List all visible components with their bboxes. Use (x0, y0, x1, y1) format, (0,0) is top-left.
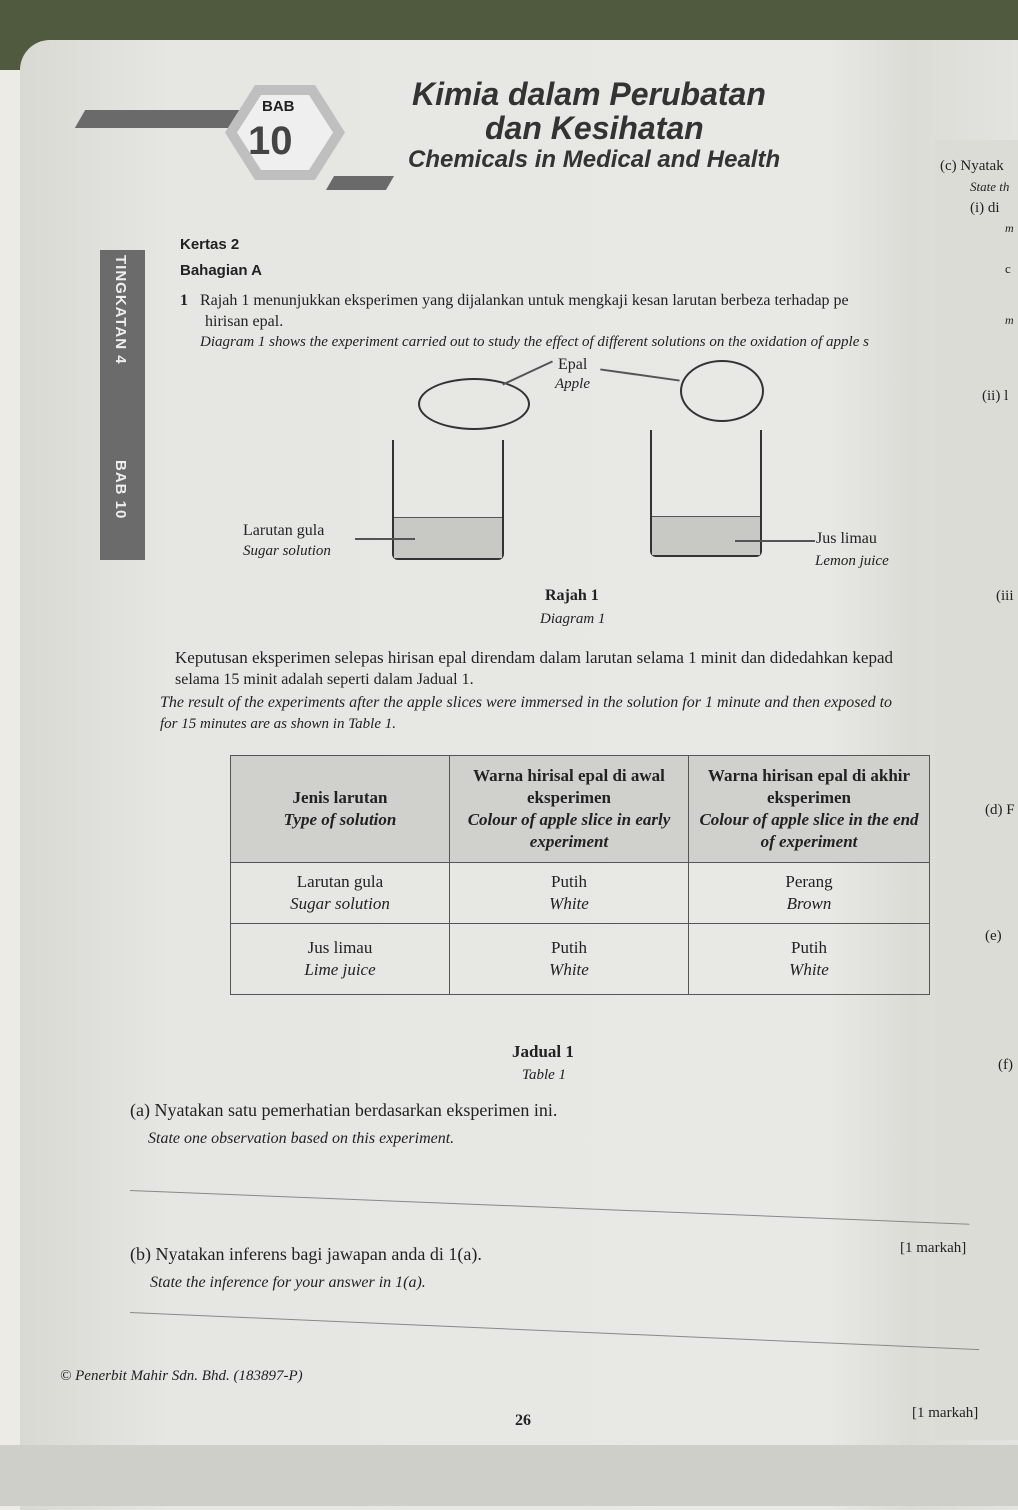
pointer-line (735, 540, 815, 542)
fragment-text: (c) Nyatak (940, 158, 1004, 174)
table-cell: Larutan gula Sugar solution (231, 863, 450, 924)
lemon-label-malay: Jus limau (816, 530, 877, 547)
chapter-title-malay: Kimia dalam Perubatan (412, 76, 766, 112)
level-label: TINGKATAN 4 (112, 255, 129, 365)
question-intro-malay-2: hirisan epal. (205, 313, 284, 330)
table-cell: Putih White (689, 924, 930, 995)
result-text-malay: Keputusan eksperimen selepas hirisan epal direndam dalam larutan selama 1 minit dan didedahkan kepad (175, 648, 894, 667)
header-cell: Warna hirisan epal di akhir eksperimen Colour of apple slice in the end of experiment (689, 756, 930, 863)
result-text-english-2: for 15 minutes are as shown in Table 1. (160, 716, 396, 732)
part-b-marks: [1 markah] (912, 1405, 979, 1421)
part-a-marks: [1 markah] (900, 1240, 967, 1256)
page-number: 26 (515, 1412, 531, 1429)
table-cell: Putih White (450, 863, 689, 924)
table-row (231, 924, 930, 995)
result-text-malay-2: selama 15 minit adalah seperti dalam Jadual 1. (175, 671, 474, 688)
table-header-row (231, 756, 930, 863)
part-a-question-malay: (a) Nyatakan satu pemerhatian berdasarkan eksperimen ini. (130, 1100, 558, 1120)
page-bottom-edge (0, 1445, 1018, 1506)
fragment-text: c (1005, 261, 1011, 276)
part-b-question-malay: (b) Nyatakan inferens bagi jawapan anda di 1(a). (130, 1244, 482, 1264)
question-number: 1 (180, 292, 188, 309)
diagram-caption-english: Diagram 1 (540, 611, 606, 627)
header-cell: Jenis larutan Type of solution (231, 756, 450, 863)
fragment-text: (e) (985, 928, 1002, 944)
apple-label-english: Apple (555, 376, 590, 392)
result-text-english: The result of the experiments after the apple slices were immersed in the solution for 1 minute and then exposed to (160, 694, 893, 711)
chapter-number: 10 (248, 119, 293, 163)
question-intro-english: Diagram 1 shows the experiment carried out to study the effect of different solutions on the oxidation of apple s (200, 334, 869, 350)
question-intro-malay: Rajah 1 menunjukkan eksperimen yang dijalankan untuk mengkaji kesan larutan berbeza terhadap pe (200, 292, 849, 309)
table-caption-malay: Jadual 1 (512, 1042, 574, 1061)
lemon-label-english: Lemon juice (815, 553, 889, 569)
fragment-text: (ii) l (982, 388, 1009, 404)
pointer-line (355, 538, 415, 540)
table-cell: Perang Brown (689, 863, 930, 924)
sugar-label-english: Sugar solution (243, 543, 331, 559)
part-b-question-english: State the inference for your answer in 1(a). (150, 1274, 426, 1291)
part-label: Bahagian A (180, 262, 262, 279)
side-tab (100, 250, 145, 560)
part-a-question-english: State one observation based on this experiment. (148, 1130, 455, 1147)
apple-slice-right (680, 360, 764, 422)
fragment-text: (d) F (985, 802, 1015, 818)
table-caption-english: Table 1 (522, 1067, 567, 1083)
paper-label: Kertas 2 (180, 236, 240, 253)
results-table (230, 755, 930, 995)
table-cell: Putih White (450, 924, 689, 995)
header-stripe (75, 110, 245, 128)
beaker-lemon (650, 430, 762, 557)
header-stripe (326, 176, 394, 190)
table-cell: Jus limau Lime juice (231, 924, 450, 995)
fragment-text: (i) di (970, 200, 1000, 216)
apple-slice-left (418, 378, 530, 430)
diagram-caption-malay: Rajah 1 (545, 587, 599, 604)
apple-label-malay: Epal (558, 356, 588, 373)
fragment-text: (f) (998, 1057, 1013, 1073)
fragment-text: m (1005, 313, 1014, 327)
sugar-label-malay: Larutan gula (243, 522, 325, 539)
chapter-label: BAB (262, 98, 295, 115)
copyright: © Penerbit Mahir Sdn. Bhd. (183897-P) (60, 1368, 303, 1384)
chapter-title-malay: dan Kesihatan (485, 110, 704, 146)
beaker-sugar (392, 440, 504, 560)
table-row (231, 863, 930, 924)
fragment-text: (iii (996, 588, 1014, 604)
chapter-label: BAB 10 (112, 460, 129, 520)
fragment-text: m (1005, 221, 1014, 235)
fragment-text: State th (970, 179, 1010, 194)
chapter-title-english: Chemicals in Medical and Health (408, 146, 781, 173)
header-cell: Warna hirisal epal di awal eksperimen Colour of apple slice in early experiment (450, 756, 689, 863)
